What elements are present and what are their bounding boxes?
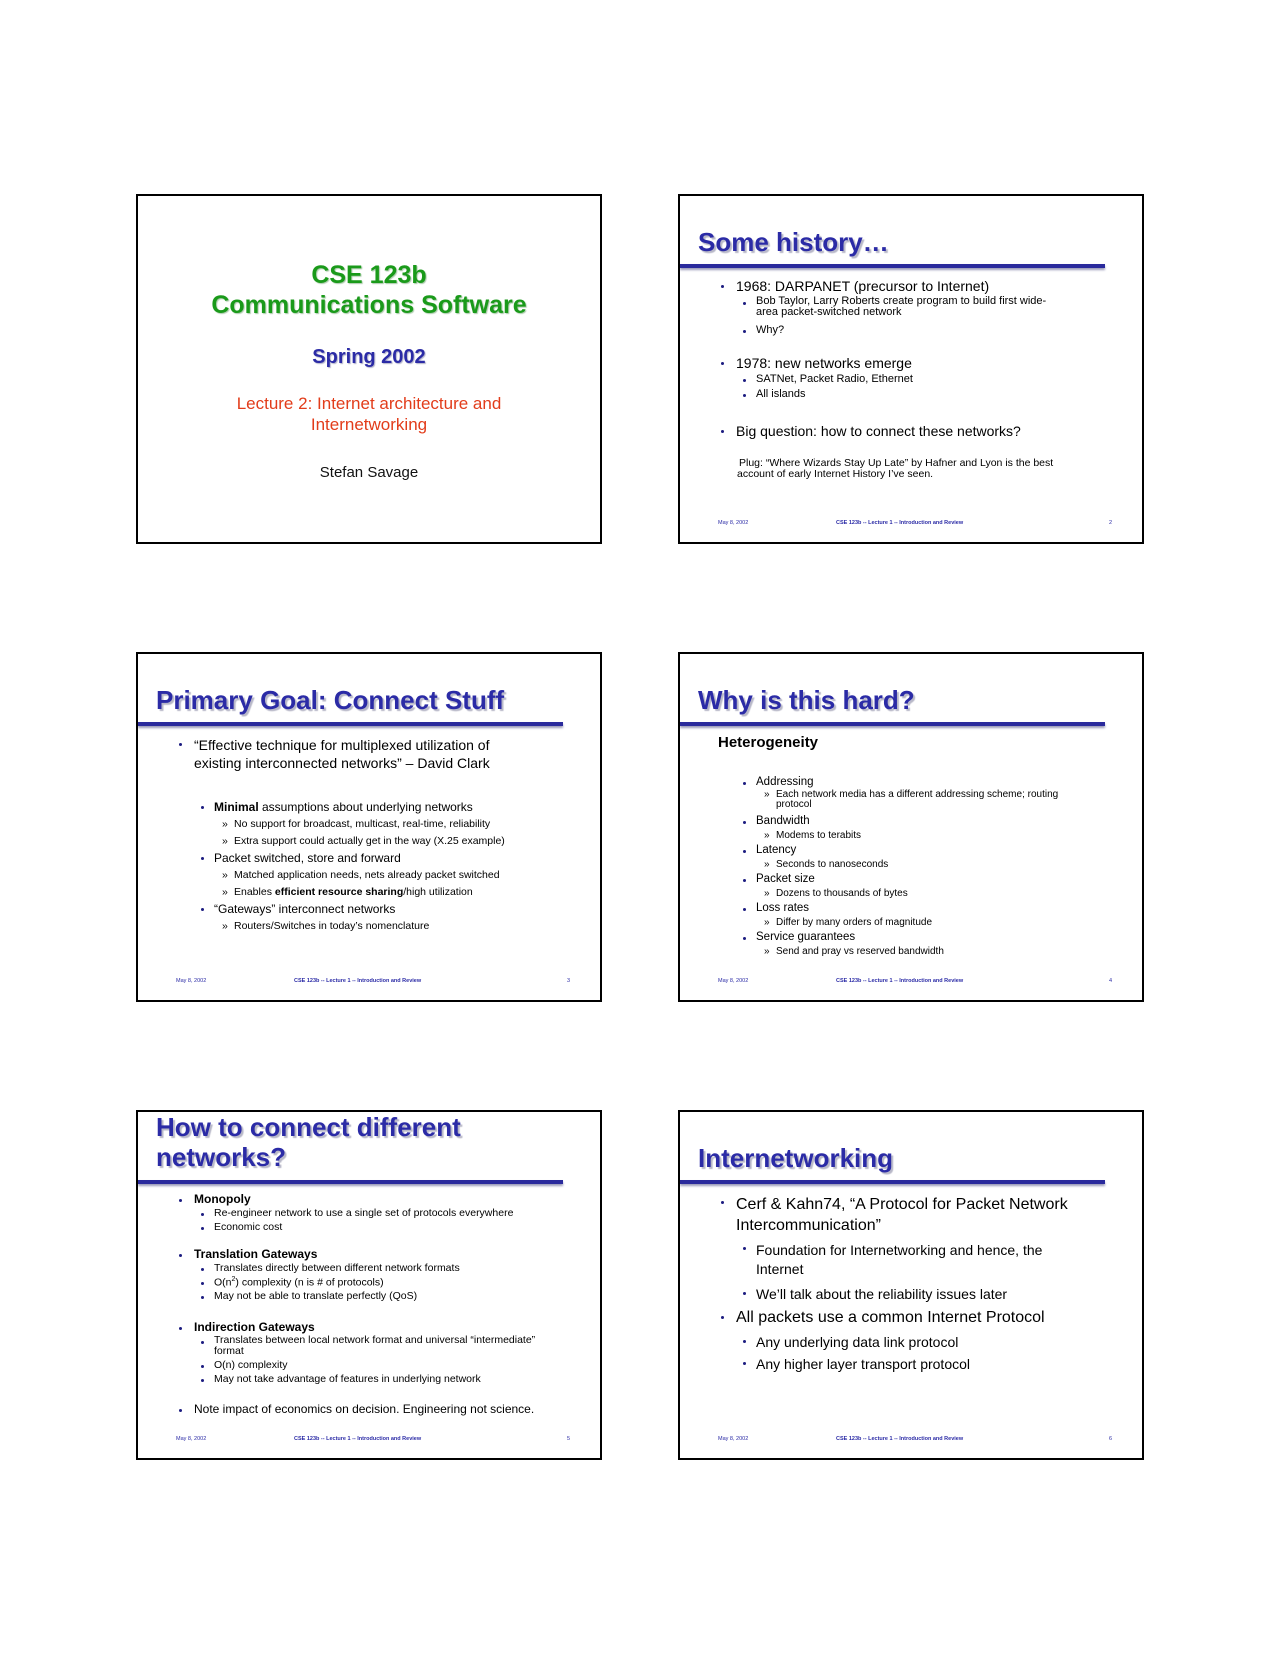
footer-course: CSE 123b -- Lecture 1 -- Introduction and Review [294, 978, 422, 984]
bullet: Note impact of economics on decision. Engineering not science. [194, 1402, 535, 1416]
lecture-line-1: Lecture 2: Internet architecture and [236, 394, 502, 413]
footer-page: 4 [1108, 978, 1112, 984]
sub-bullet: Service guarantees [756, 931, 856, 943]
detail: » Differ by many orders of magnitude [764, 917, 933, 928]
detail: » Routers/Switches in today’s nomenclature [222, 920, 430, 932]
title-rule [680, 1180, 1105, 1184]
slide-6-internetworking [678, 1110, 1144, 1460]
slide-footer [680, 1436, 1142, 1444]
slide-footer [680, 520, 1142, 528]
slide-title: Some history… [698, 227, 889, 257]
detail: » Dozens to thousands of bytes [764, 888, 908, 899]
course-code: CSE 123b [311, 261, 427, 289]
slide-footer [138, 1436, 600, 1444]
footer-date: May 8, 2002 [718, 520, 749, 526]
section-heading: Heterogeneity [718, 734, 819, 751]
sub-bullet: Bandwidth [756, 815, 810, 827]
detail: » Send and pray vs reserved bandwidth [764, 946, 944, 957]
bullet: 1968: DARPANET (precursor to Internet) [736, 278, 990, 294]
footer-course: CSE 123b -- Lecture 1 -- Introduction and Review [836, 978, 964, 984]
sub-bullet: Re-engineer network to use a single set of protocols everywhere [214, 1207, 514, 1219]
slide-title: Internetworking [698, 1143, 894, 1173]
sub-bullet: Economic cost [214, 1221, 283, 1233]
detail: » No support for broadcast, multicast, real-time, reliability [222, 818, 491, 830]
slide-1-title [136, 194, 602, 544]
author: Stefan Savage [319, 464, 419, 481]
bullet: 1978: new networks emerge [736, 355, 912, 371]
footer-course: CSE 123b -- Lecture 1 -- Introduction and Review [294, 1436, 422, 1442]
quote-bullet: “Effective technique for multiplexed utilization of existing interconnected networks” – David Clark [194, 737, 490, 771]
slide-5-connect-networks [136, 1110, 602, 1460]
slide-footer [680, 978, 1142, 986]
sub-bullet: Addressing [756, 776, 814, 788]
detail: » Seconds to nanoseconds [764, 859, 889, 870]
footer-date: May 8, 2002 [718, 1436, 749, 1442]
bullet: Translation Gateways [194, 1247, 318, 1261]
footer-page: 3 [566, 978, 570, 984]
footer-date: May 8, 2002 [176, 978, 207, 984]
title-rule [138, 722, 563, 726]
sub-bullet: Foundation for Internetworking and hence, the Internet [756, 1242, 1043, 1277]
bullet: All packets use a common Internet Protocol [736, 1309, 1045, 1326]
plug-note: Plug: “Where Wizards Stay Up Late” by Hafner and Lyon is the best account of early Internet History I’ve seen. [737, 457, 1054, 480]
slide-4-why-hard [678, 652, 1144, 1002]
footer-course: CSE 123b -- Lecture 1 -- Introduction and Review [836, 1436, 964, 1442]
bullet: Indirection Gateways [194, 1320, 315, 1334]
sub-bullet: Any higher layer transport protocol [756, 1356, 970, 1372]
detail: » Modems to terabits [764, 830, 862, 841]
title-rule [138, 1180, 563, 1184]
detail: » Matched application needs, nets already packet switched [222, 869, 500, 881]
sub-bullet: Latency [756, 844, 797, 856]
sub-bullet: Translates between local network format and universal “intermediate” format [214, 1334, 536, 1357]
course-name: Communications Software [211, 291, 527, 319]
sub-bullet: Minimal assumptions about underlying networks [214, 800, 473, 814]
bullet: Big question: how to connect these networks? [736, 423, 1021, 439]
footer-course: CSE 123b -- Lecture 1 -- Introduction and Review [836, 520, 964, 526]
sub-bullet: “Gateways” interconnect networks [214, 902, 396, 916]
title-rule [680, 722, 1105, 726]
term: Spring 2002 [312, 346, 426, 368]
detail: » Enables efficient resource sharing/high utilization [222, 886, 473, 898]
detail: » Extra support could actually get in the way (X.25 example) [222, 835, 505, 847]
sub-bullet: Why? [756, 324, 785, 336]
slide-title: How to connect different networks? [156, 1112, 461, 1172]
slide-title: Why is this hard? [698, 685, 915, 715]
bullet: Monopoly [194, 1192, 251, 1206]
footer-date: May 8, 2002 [718, 978, 749, 984]
slide-footer [138, 978, 600, 986]
sub-bullet: All islands [756, 388, 806, 400]
bullet: Cerf & Kahn74, “A Protocol for Packet Network Intercommunication” [736, 1196, 1068, 1234]
sub-bullet: May not be able to translate perfectly (QoS) [214, 1290, 418, 1302]
slide-2-history [678, 194, 1144, 544]
lecture-line-2: Internetworking [310, 415, 428, 434]
title-rule [680, 264, 1105, 268]
footer-page: 5 [566, 1436, 570, 1442]
sub-bullet: SATNet, Packet Radio, Ethernet [756, 373, 913, 385]
detail: » Each network media has a different addressing scheme; routing protocol [764, 789, 1059, 810]
footer-page: 6 [1108, 1436, 1112, 1442]
slide-title: Primary Goal: Connect Stuff [156, 685, 505, 715]
slide-3-primary-goal [136, 652, 602, 1002]
sub-bullet: Packet size [756, 873, 815, 885]
sub-bullet: Loss rates [756, 902, 810, 914]
sub-bullet: $O(n^2)$ complexity (n is # of protocols) [214, 1276, 384, 1289]
footer-date: May 8, 2002 [176, 1436, 207, 1442]
sub-bullet: May not take advantage of features in underlying network [214, 1373, 481, 1385]
sub-bullet: Bob Taylor, Larry Roberts create program to build first wide- area packet-switched network [756, 295, 1047, 318]
sub-bullet: We’ll talk about the reliability issues later [756, 1286, 1008, 1302]
sub-bullet: Translates directly between different network formats [214, 1262, 460, 1274]
sub-bullet: Any underlying data link protocol [756, 1334, 959, 1350]
footer-page: 2 [1108, 520, 1112, 526]
sub-bullet: Packet switched, store and forward [214, 851, 401, 865]
sub-bullet: O(n) complexity [214, 1359, 288, 1371]
